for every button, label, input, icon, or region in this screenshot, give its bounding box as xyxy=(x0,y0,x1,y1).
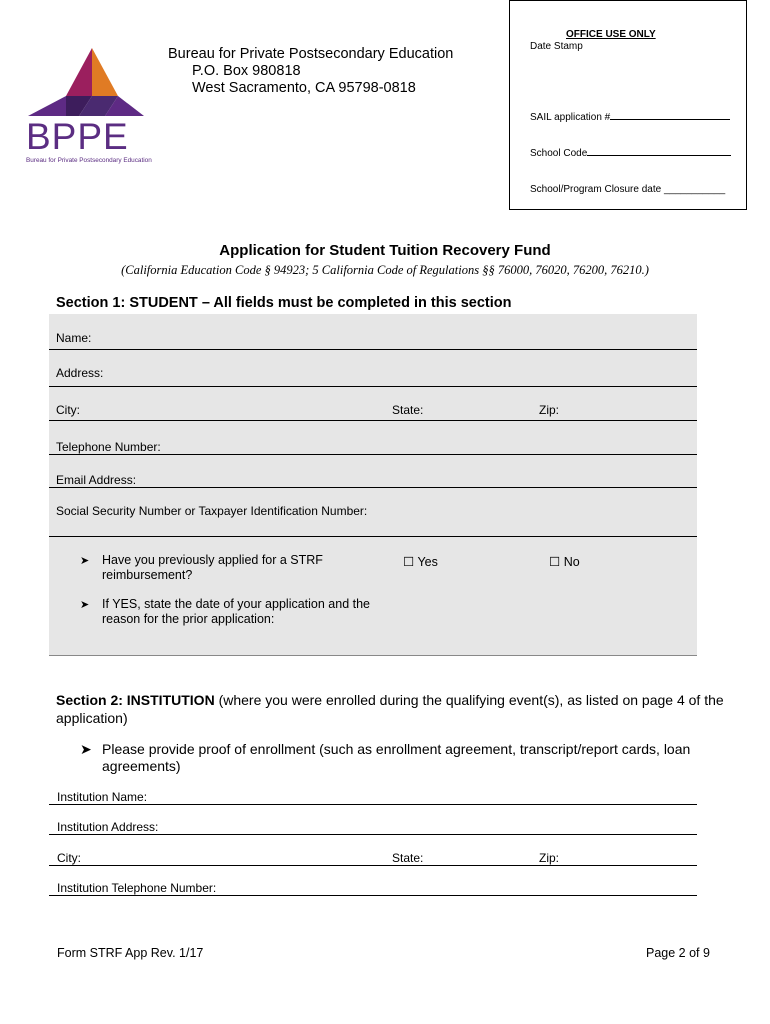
office-use-title: OFFICE USE ONLY xyxy=(566,29,656,40)
address-line-1: Bureau for Private Postsecondary Education xyxy=(168,46,454,62)
section2-heading: Section 2: INSTITUTION (where you were enrolled during the qualifying event(s), as listed on page 4 of the application) xyxy=(56,692,724,726)
name-field[interactable] xyxy=(49,349,697,350)
no-option[interactable]: ☐ No xyxy=(549,555,580,569)
form-title: Application for Student Tuition Recovery Fund xyxy=(219,242,551,259)
reason-field[interactable] xyxy=(49,655,697,656)
institution-name-label: Institution Name: xyxy=(57,790,148,804)
address-line-2: P.O. Box 980818 xyxy=(192,63,301,79)
logo-subtitle: Bureau for Private Postsecondary Education xyxy=(26,157,152,164)
student-section xyxy=(49,314,697,656)
city-state-zip-field[interactable] xyxy=(49,420,697,421)
state-label: State: xyxy=(392,403,424,417)
institution-phone-label: Institution Telephone Number: xyxy=(57,881,217,895)
zip-label: Zip: xyxy=(539,403,560,417)
prior-application-reason: If YES, state the date of your application and the reason for the prior application: xyxy=(102,597,371,626)
school-code-label: School Code xyxy=(530,148,731,159)
phone-label: Telephone Number: xyxy=(56,440,161,454)
ssn-label: Social Security Number or Taxpayer Identification Number: xyxy=(56,504,368,518)
institution-zip-label: Zip: xyxy=(539,851,560,865)
phone-field[interactable] xyxy=(49,454,697,455)
date-stamp-label: Date Stamp xyxy=(530,41,583,52)
email-field[interactable] xyxy=(49,487,697,488)
address-field[interactable] xyxy=(49,386,697,387)
checkbox-icon[interactable]: ☐ xyxy=(403,555,415,569)
sail-label: SAIL application # xyxy=(530,112,730,123)
ssn-field[interactable] xyxy=(49,536,697,537)
logo-wordmark: BPPE xyxy=(26,116,129,157)
institution-address-field[interactable] xyxy=(49,834,697,835)
address-line-3: West Sacramento, CA 95798-0818 xyxy=(192,80,416,96)
enrollment-proof-note: Please provide proof of enrollment (such as enrollment agreement, transcript/report cards, loan agreements) xyxy=(102,741,691,774)
bureau-address xyxy=(168,46,453,97)
institution-city-label: City: xyxy=(57,851,81,865)
page-number: Page 2 of 9 xyxy=(646,946,710,960)
form-revision: Form STRF App Rev. 1/17 xyxy=(57,946,204,960)
section1-heading: Section 1: STUDENT – All fields must be completed in this section xyxy=(56,295,512,311)
checkbox-icon[interactable]: ☐ xyxy=(549,555,561,569)
institution-phone-field[interactable] xyxy=(49,895,697,896)
arrow-bullet-icon: ➤ xyxy=(80,741,92,757)
office-use-box xyxy=(509,0,747,210)
arrow-bullet-icon: ➤ xyxy=(80,599,90,611)
form-citation: (California Education Code § 94923; 5 California Code of Regulations §§ 76000, 76020, 76200, 76210.) xyxy=(121,263,649,277)
email-label: Email Address: xyxy=(56,473,137,487)
name-label: Name: xyxy=(56,331,92,345)
city-label: City: xyxy=(56,403,80,417)
prior-application-question: Have you previously applied for a STRF reimbursement? xyxy=(102,553,323,582)
institution-city-state-zip-field[interactable] xyxy=(49,865,697,866)
arrow-bullet-icon: ➤ xyxy=(80,555,90,567)
institution-address-label: Institution Address: xyxy=(57,820,159,834)
closure-date-label: School/Program Closure date ___________ xyxy=(530,184,726,195)
yes-option[interactable]: ☐ Yes xyxy=(403,555,438,569)
institution-state-label: State: xyxy=(392,851,424,865)
institution-name-field[interactable] xyxy=(49,804,697,805)
address-label: Address: xyxy=(56,366,104,380)
